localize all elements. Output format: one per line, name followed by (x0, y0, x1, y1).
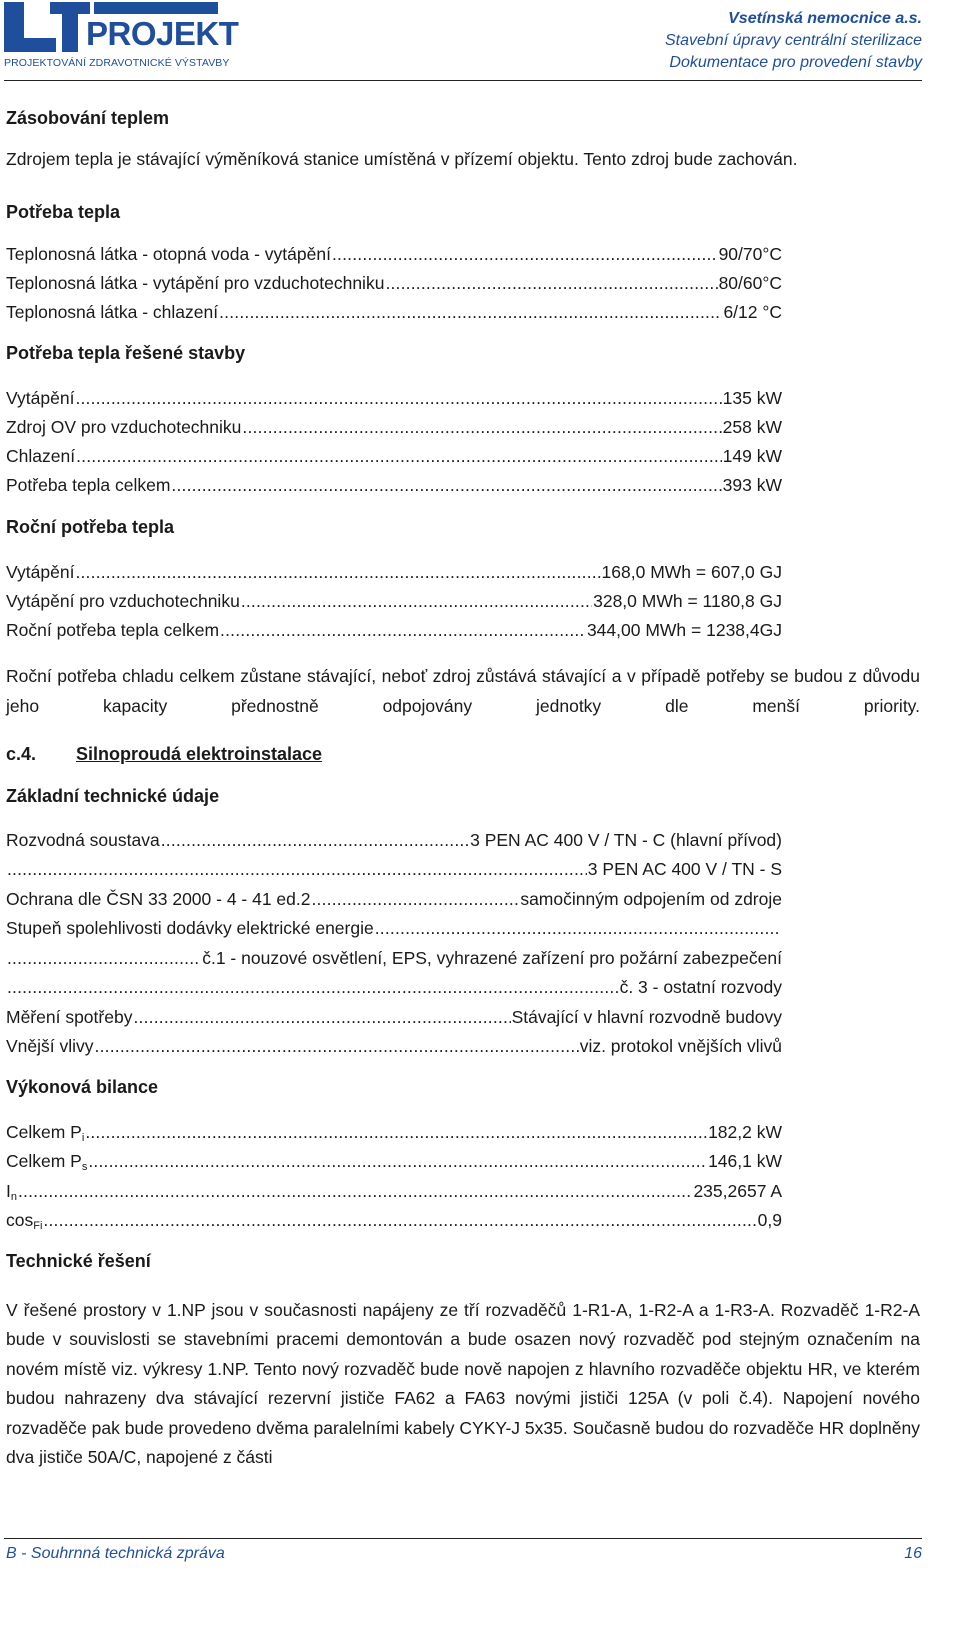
section-number-electrical: c.4. (6, 744, 37, 764)
heat-supply-intro: Zdrojem tepla je stávající výměníková stanice umístěná v přízemí objektu. Tento zdroj bude zachován. (6, 149, 798, 169)
logo-subtitle: PROJEKTOVÁNÍ ZDRAVOTNICKÉ VÝSTAVBY (4, 57, 230, 69)
footer-page-number: 16 (904, 1545, 922, 1562)
spec-row: Měření spotřeby ..... Stávající v hlavní rozvodně budovy (6, 1007, 782, 1031)
section-title-heat-need: Potřeba tepla (6, 202, 121, 222)
spec-row: Zdroj OV pro vzduchotechniku ..... 258 kW (6, 417, 782, 441)
header-client: Vsetínská nemocnice a.s. (728, 10, 922, 27)
section-title-technical-solution: Technické řešení (6, 1251, 151, 1271)
header-project: Stavební úpravy centrální sterilizace (664, 32, 922, 49)
footer-document-title: B - Souhrnná technická zpráva (6, 1545, 225, 1562)
section-title-electrical: Silnoproudá elektroinstalace (76, 744, 323, 764)
cooling-note: Roční potřeba chladu celkem zůstane stávající, neboť zdroj zůstává stávající a v případě potřeby se budou z důvodu jeho kapacity přednostně odpojovány jednotky dle menší priority. (6, 666, 920, 716)
spec-row: Ochrana dle ČSN 33 2000 - 4 - 41 ed.2 ..... samočinným odpojením od zdroje (6, 889, 782, 913)
spec-row: ..... č. 3 - ostatní rozvody (6, 977, 782, 1001)
spec-row: Teplonosná látka - vytápění pro vzduchotechniku ..... 80/60°C (6, 273, 782, 297)
spec-row: Celkem $P_s$ ..... 146,1 kW (6, 1151, 782, 1175)
spec-row: Vnější vlivy ..... viz. protokol vnějších vlivů (6, 1036, 782, 1060)
spec-row: Vytápění pro vzduchotechniku ..... 328,0 MWh = 1180,8 GJ (6, 591, 782, 615)
spec-row: Vytápění ..... 168,0 MWh = 607,0 GJ (6, 562, 782, 586)
footer-divider (4, 1538, 922, 1539)
section-title-power-balance: Výkonová bilance (6, 1077, 159, 1097)
technical-solution-text: V řešené prostory v 1.NP jsou v současnosti napájeny ze tří rozvaděčů 1-R1-A, 1-R2-A a 1-R3-A. Rozvaděč 1-R2-A bude v souvislosti se stavebními pracemi demontován a bude osazen nový rozvaděč pod stejným označením na novém místě viz. výkresy 1.NP. Tento nový rozvaděč bude nově napojen z hlavního rozvaděče objektu HR, ve kterém budou nahrazeny dva stávající rezervní jističe FA62 a FA63 novými jističi 125A (v poli č.4). Napojení nového rozvaděče pak bude provedeno dvěma paralelními kabely CYKY-J 5x35. Současně budou do rozvaděče HR doplněny dva jističe 50A/C, napojené z části (6, 1300, 920, 1468)
logo-word: PROJEKT (86, 15, 239, 52)
section-title-building-heat: Potřeba tepla řešené stavby (6, 343, 246, 363)
company-logo (4, 2, 239, 70)
header-divider (4, 80, 922, 81)
header-info (665, 8, 922, 74)
spec-row: ..... č.1 - nouzové osvětlení, EPS, vyhrazené zařízení pro požární zabezpečení (6, 948, 782, 972)
section-title-heat-supply: Zásobování teplem (6, 108, 170, 128)
spec-row: $\cos_{Fi}$ ..... 0,9 (6, 1210, 782, 1234)
spec-row: Potřeba tepla celkem ..... 393 kW (6, 475, 782, 499)
spec-row: Teplonosná látka - chlazení ..... 6/12 °C (6, 302, 782, 326)
spec-row: Rozvodná soustava ..... 3 PEN AC 400 V / TN - C (hlavní přívod) (6, 830, 782, 854)
header-document: Dokumentace pro provedení stavby (669, 54, 922, 71)
spec-row: Chlazení ..... 149 kW (6, 446, 782, 470)
spec-row: $I_n$ ..... 235,2657 A (6, 1181, 782, 1205)
spec-row: Teplonosná látka - otopná voda - vytápění ..... 90/70°C (6, 244, 782, 268)
spec-row: Roční potřeba tepla celkem ..... 344,00 MWh = 1238,4GJ (6, 620, 782, 644)
spec-row: ..... 3 PEN AC 400 V / TN - S (6, 859, 782, 883)
section-title-annual-heat: Roční potřeba tepla (6, 517, 175, 537)
spec-row: Vytápění ..... 135 kW (6, 388, 782, 412)
spec-row: Celkem $P_i$ ..... 182,2 kW (6, 1122, 782, 1146)
section-title-basic-data: Základní technické údaje (6, 786, 220, 806)
spec-row: Stupeň spolehlivosti dodávky elektrické energie ..... (6, 918, 782, 942)
